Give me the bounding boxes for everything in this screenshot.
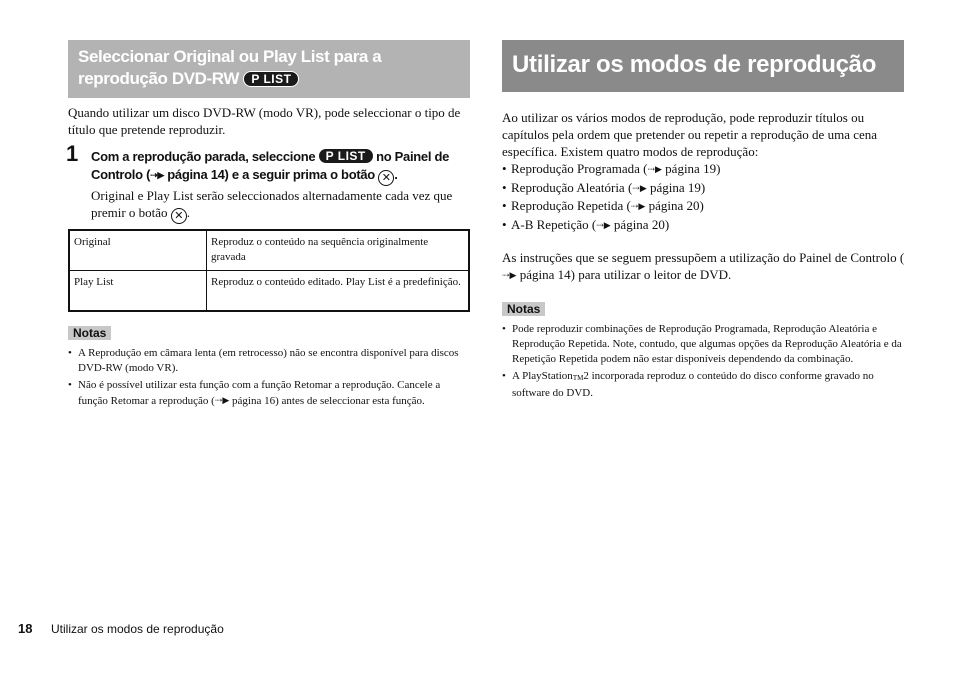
cross-reference-arrow-icon: ⇢▶ xyxy=(647,164,662,174)
cross-reference-arrow-icon: ⇢▶ xyxy=(630,201,646,211)
cross-reference-arrow-icon: ⇢▶ xyxy=(150,170,164,180)
list-item: • Pode reproduzir combinações de Reprodução Programada, Reprodução Aleatória e Reprodução Repetida. Note, contudo, que algumas opções da Reprodução Aleatória e da Repetição Repetida podem não estar disponíveis dependendo da combinação. xyxy=(502,322,906,367)
right-intro: Ao utilizar os vários modos de reprodução, pode reproduzir títulos ou capítulos pela ordem que pretender ou repetir a reprodução de uma cena específica. Existem quatro modos de reprodução: xyxy=(502,110,878,159)
left-notes-list xyxy=(68,346,472,411)
cross-reference-arrow-icon: ⇢▶ xyxy=(502,270,517,280)
cross-button-icon: ✕ xyxy=(378,170,394,186)
cross-reference-arrow-icon: ⇢▶ xyxy=(596,219,611,230)
list-item: • Reprodução Programada (⇢▶ página 19) xyxy=(502,160,720,179)
list-item: • A Reprodução em câmara lenta (em retrocesso) não se encontra disponível para discos DVD-RW (modo VR). xyxy=(68,346,472,376)
step-text-b: no Painel de Controlo ( xyxy=(91,149,450,182)
left-header-line2: reprodução DVD-RW xyxy=(78,69,240,88)
playback-modes-list xyxy=(502,160,720,234)
right-header-title: Utilizar os modos de reprodução xyxy=(512,51,877,78)
step-text-c: página 14) e a seguir prima o botão xyxy=(167,167,375,182)
page-number: 18 xyxy=(18,621,33,636)
cross-reference-arrow-icon: ⇢▶ xyxy=(214,395,230,405)
playback-type-table xyxy=(68,229,470,312)
list-item: • A PlayStation$_{TM}$2 incorporada reproduz o conteúdo do disco conforme gravado no software do DVD. xyxy=(502,369,906,401)
step-sub-text: Original e Play List serão seleccionados alternadamente cada vez que premir o botão ✕ . xyxy=(91,188,453,222)
left-intro: Quando utilizar um disco DVD-RW (modo VR), pode seleccionar o tipo de título que pretende reproduzir. xyxy=(68,105,461,137)
table-row xyxy=(69,271,469,311)
plist-badge: P LIST xyxy=(243,71,299,87)
table-cell-desc: Reproduz o conteúdo na sequência originalmente gravada xyxy=(207,230,470,271)
table-cell-desc: Reproduz o conteúdo editado. Play List é a predefinição. xyxy=(207,271,470,311)
right-notes-list xyxy=(502,322,906,403)
right-instructions: As instruções que se seguem pressupõem a utilização do Painel de Controlo (⇢▶ página 14) para utilizar o leitor de DVD. xyxy=(502,250,905,282)
right-section-header xyxy=(502,40,904,92)
list-item: • Não é possível utilizar esta função com a função Retomar a reprodução. Cancele a função Retomar a reprodução (⇢▶ página 16) antes de seleccionar esta função. xyxy=(68,378,472,409)
left-section-header xyxy=(68,40,470,98)
footer-section-title: Utilizar os modos de reprodução xyxy=(51,622,224,636)
table-row xyxy=(69,230,469,271)
notes-label: Notas xyxy=(68,326,111,340)
table-cell-name: Original xyxy=(69,230,207,271)
step-instruction: Com a reprodução parada, seleccione P LIST no Painel de Controlo (⇢▶ página 14) e a seguir prima o botão ✕ . xyxy=(91,149,450,184)
list-item: • A-B Repetição (⇢▶ página 20) xyxy=(502,216,720,235)
plist-badge: P LIST xyxy=(319,149,373,163)
cross-button-icon: ✕ xyxy=(171,208,187,224)
list-item: • Reprodução Repetida (⇢▶ página 20) xyxy=(502,197,720,216)
left-header-line1: Seleccionar Original ou Play List para a xyxy=(78,47,382,66)
notes-label: Notas xyxy=(502,302,545,316)
table-cell-name: Play List xyxy=(69,271,207,311)
step-text-a: Com a reprodução parada, seleccione xyxy=(91,149,316,164)
list-item: • Reprodução Aleatória (⇢▶ página 19) xyxy=(502,179,720,198)
cross-reference-arrow-icon: ⇢▶ xyxy=(632,182,647,193)
step-number: 1 xyxy=(66,141,79,166)
